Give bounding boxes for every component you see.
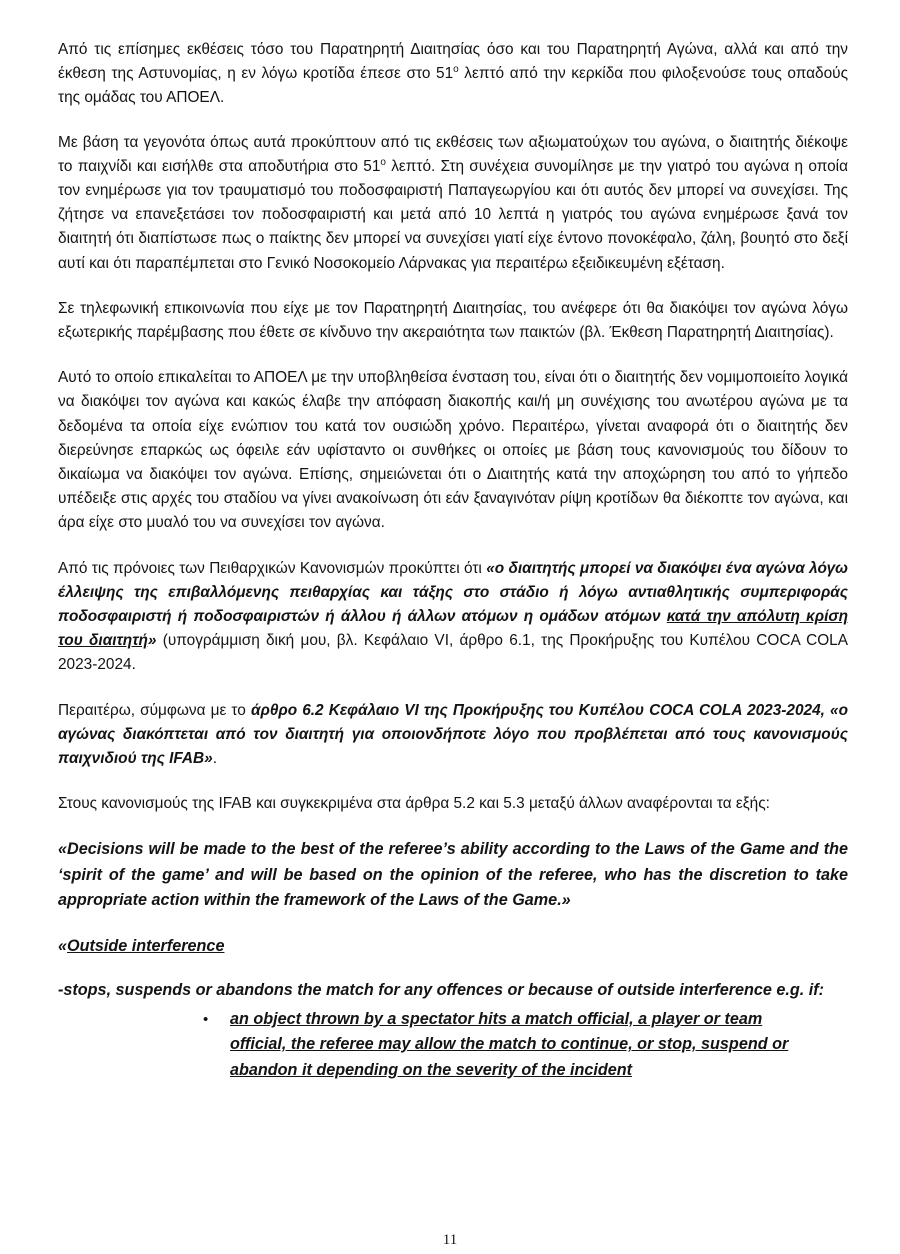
paragraph-disciplinary-rules [58, 557, 848, 678]
page-number: 11 [442, 1232, 458, 1248]
paragraph-facts [58, 131, 848, 276]
paragraph-reports [58, 38, 848, 111]
superscript-o: ο [380, 156, 386, 168]
paragraph-text: λεπτό από την κερκίδα που φιλοξενούσε τους οπαδούς της ομάδας του ΑΠΟΕΛ. [58, 65, 849, 107]
paragraph-text: Περαιτέρω, σύμφωνα με το [58, 701, 251, 719]
paragraph-phone-call: Σε τηλεφωνική επικοινωνία που είχε με τον Παρατηρητή Διαιτησίας, του ανέφερε ότι θα διακόψει τον αγώνα λόγω εξωτερικής παρέμβασης που έθετε σε κίνδυνο την ακεραιότητα των παικτών (βλ. Έκθεση Παρατηρητή Διαιτησίας). [58, 299, 848, 342]
quoted-rule: «ο διαιτητής μπορεί να διακόψει ένα αγώνα λόγω έλλειψης της επιβαλλόμενης πειθαρχίας και τάξης στο στάδιο ή λόγω αντιαθλητικής συμπεριφοράς ποδοσφαιριστή ή ποδοσφαιριστών ή άλλου ή άλλων ατόμων η ομάδων ατόμων [58, 559, 849, 626]
ifab-quote: «Decisions will be made to the best of the referee’s ability according to the Laws of the Game and the ‘spirit of the game’ and will be based on the opinion of the referee, who has the discretion to take appropriate action within the framework of the Laws of the Game.» [58, 840, 848, 910]
quote-close: » [147, 632, 157, 650]
ifab-rule-text: -stops, suspends or abandons the match for any offences or because of outside interference e.g. if: [58, 981, 825, 1000]
paragraph-ifab-intro: Στους κανονισμούς της IFAB και συγκεκριμένα στα άρθρα 5.2 και 5.3 μεταξύ άλλων αναφέρονται τα εξής: [58, 795, 770, 813]
bullet-item [203, 1007, 848, 1084]
heading-text: Outside interference [67, 936, 225, 955]
quoted-article: άρθρο 6.2 Κεφάλαιο VI της Προκήρυξης του Κυπέλου COCA COLA 2023-2024, «ο αγώνας διακόπτεται από τον διαιτητή για οποιονδήποτε λόγο που προβλέπεται από τους κανονισμούς παιχνιδιού της IFAB» [58, 701, 849, 768]
paragraph-text: Με βάση τα γεγονότα όπως αυτά προκύπτουν από τις εκθέσεις των αξιωματούχων του αγώνα, ο διαιτητής διέκοψε το παιχνίδι και εισήλθε στα αποδυτήρια στο 51 [58, 133, 848, 175]
paragraph-text: Από τις πρόνοιες των Πειθαρχικών Κανονισμών προκύπτει ότι [58, 559, 487, 577]
outside-interference-heading [58, 934, 848, 958]
superscript-o: ο [453, 64, 459, 76]
bullet-icon: • [203, 1010, 209, 1028]
paragraph-text: (υπογράμμιση δική μου, βλ. Κεφάλαιο VI, άρθρο 6.1, της Προκήρυξης του Κυπέλου COCA COLA 2023-2024. [58, 632, 848, 674]
underlined-phrase: κατά την απόλυτη κρίση του διαιτητή [58, 608, 848, 650]
quote-open: « [58, 936, 68, 955]
paragraph-text: . [212, 750, 218, 768]
bullet-text: an object thrown by a spectator hits a match official, a player or team official, the referee may allow the match to continue, or stop, suspend or abandon it depending on the severity of the incident [230, 1009, 789, 1079]
document-page [58, 38, 848, 1083]
paragraph-text: Από τις επίσημες εκθέσεις τόσο του Παρατηρητή Διαιτησίας όσο και του Παρατηρητή Αγώνα, αλλά και από την έκθεση της Αστυνομίας, η εν λόγω κροτίδα έπεσε στο 51 [58, 41, 848, 83]
paragraph-text: λεπτό. Στη συνέχεια συνομίλησε με την γιατρό του αγώνα η οποία τον ενημέρωσε για τον τραυματισμό του ποδοσφαιριστή Παπαγεωργίου και ότι αυτός δεν μπορεί να συνεχίσει. Της ζήτησε να επανεξετάσει τον ποδοσφαιριστή και μετά από 10 λεπτά η γιατρός του αγώνα ενημέρωσε ξανά τον διαιτητή ότι διαπίστωσε πως ο παίκτης δεν μπορεί να συνεχίσει γιατί είχε έντονο πονοκέφαλο, ζάλη, βουητό στο δεξί αυτί και ότι παραπέμπεται στο Γενικό Νοσοκομείο Λάρνακας για περαιτέρω εξειδικευμένη εξέταση. [58, 157, 848, 272]
paragraph-article-6-2 [58, 699, 848, 772]
paragraph-apoel-claim: Αυτό το οποίο επικαλείται το ΑΠΟΕΛ με την υποβληθείσα ένσταση του, είναι ότι ο διαιτητής δεν νομιμοποιείτο λογικά να διακόψει τον αγώνα και κακώς έλαβε την απόφαση διακοπής και/ή μη συνέχισης του ανωτέρου αγώνα με τα δεδομένα τα οποία είχε ενώπιον του κατά τον ουσιώδη χρόνο. Περαιτέρω, γίνεται αναφορά ότι ο διαιτητής δεν διερεύνησε επαρκώς ως όφειλε εάν υφίσταντο οι συνθήκες οι οποίες με βάση τους κανονισμούς του δίδουν το δικαίωμα να διακόψει τον αγώνα. Επίσης, σημειώνεται ότι ο Διαιτητής κατά την αποχώρηση του από το γήπεδο υπέδειξε στις αρχές του σταδίου να γίνει ανακοίνωση ότι εάν ξαναγινόταν ρίψη κροτίδων θα διέκοπτε τον αγώνα, και άρα είχε στο μυαλό του να συνεχίσει τον αγώνα. [58, 369, 848, 532]
